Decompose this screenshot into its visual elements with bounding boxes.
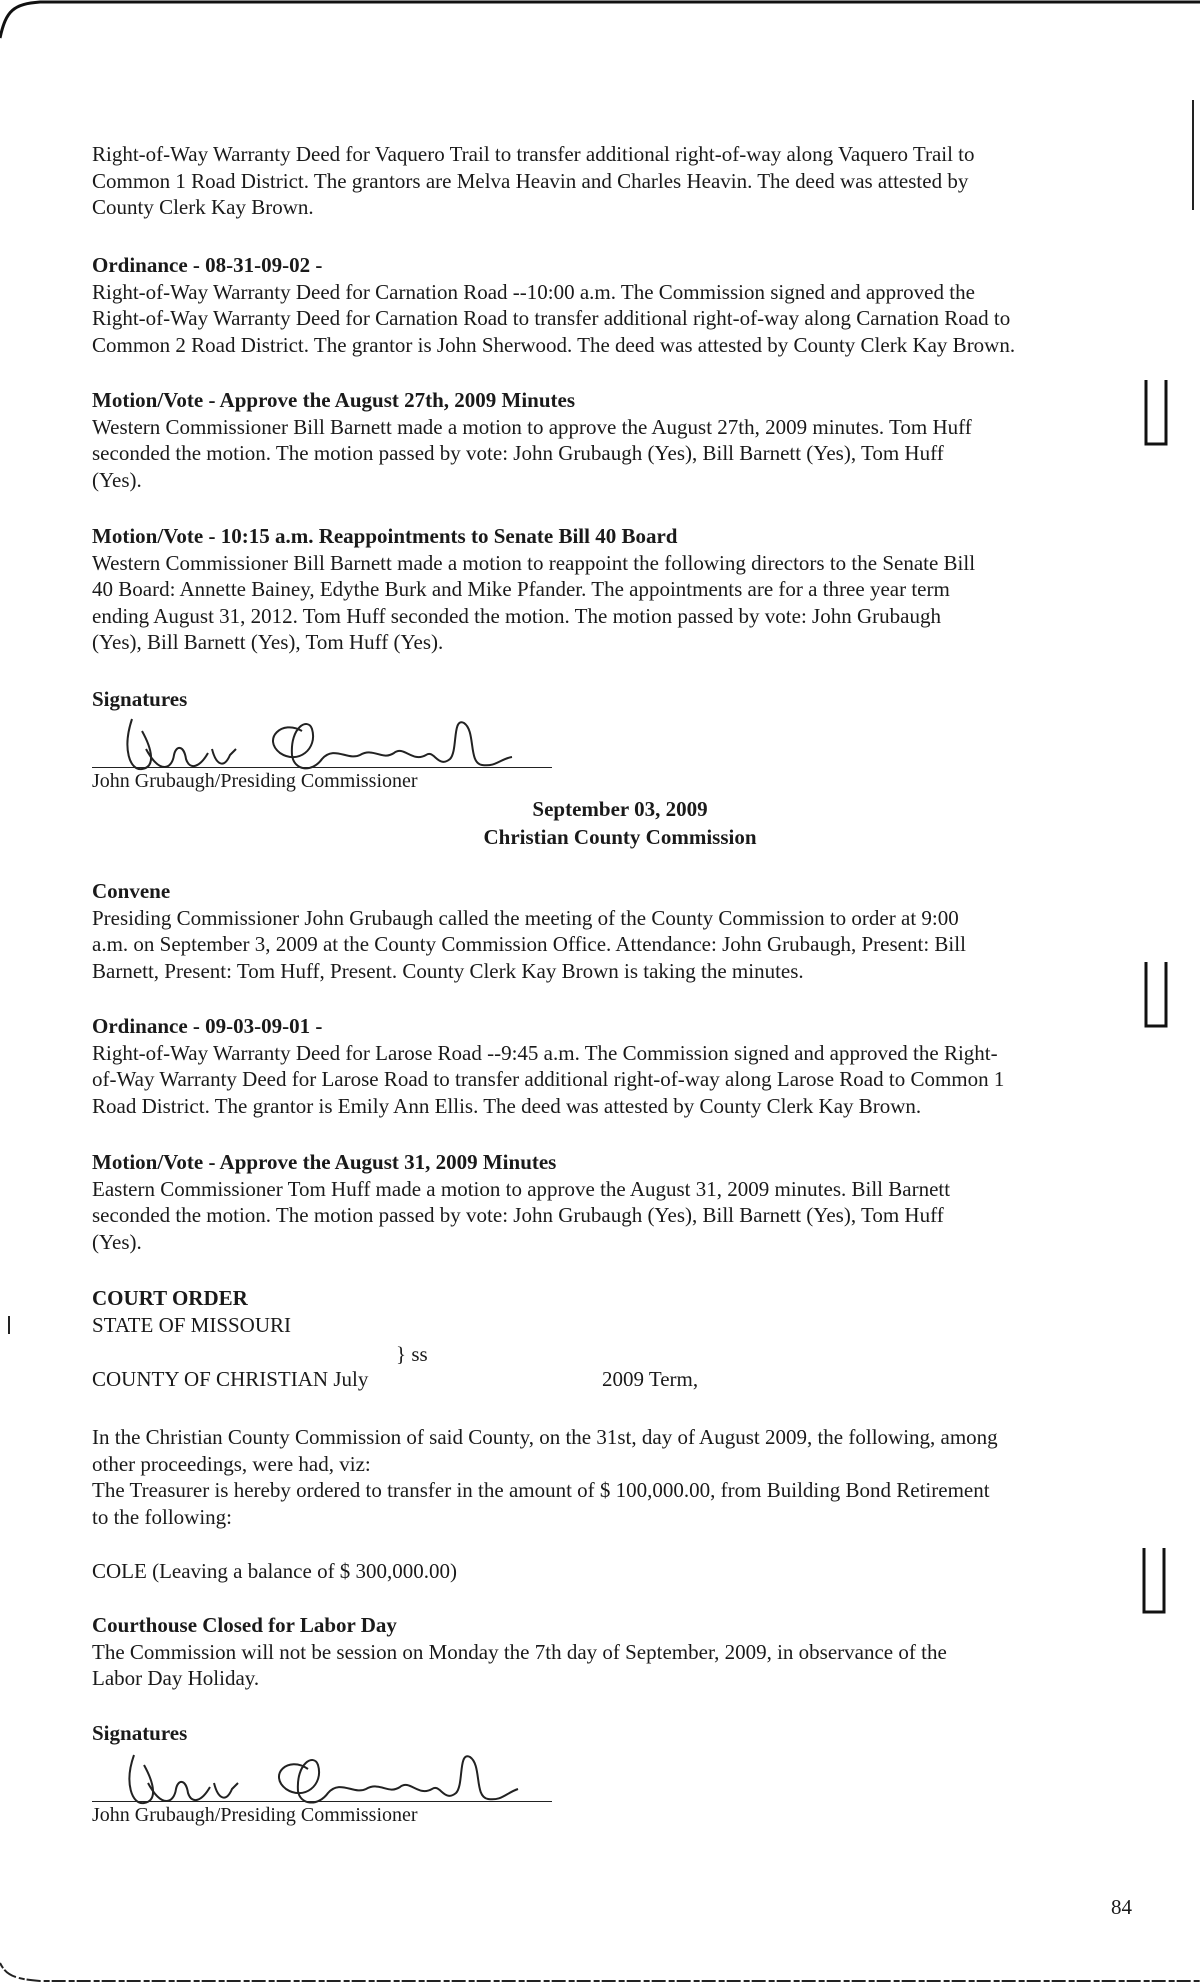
scan-corner-top-left bbox=[0, 0, 1200, 40]
paragraph-line: In the Christian County Commission of said County, on the 31st, day of August 2009, the following, among bbox=[92, 1425, 998, 1449]
paragraph-line: a.m. on September 3, 2009 at the County Commission Office. Attendance: John Grubaugh, Present: Bill bbox=[92, 932, 966, 956]
paragraph-line: Labor Day Holiday. bbox=[92, 1666, 260, 1690]
ordinance-08-31-09-02-section bbox=[92, 252, 1132, 358]
signatures-label: Signatures bbox=[92, 687, 188, 711]
paragraph-line: Right-of-Way Warranty Deed for Larose Road --9:45 a.m. The Commission signed and approved the Right- bbox=[92, 1040, 998, 1065]
paragraph-line: to the following: bbox=[92, 1504, 232, 1529]
meeting-body: Christian County Commission bbox=[483, 825, 757, 849]
paragraph-line: other proceedings, were had, viz: bbox=[92, 1451, 371, 1476]
paragraph-line: Common 2 Road District. The grantor is John Sherwood. The deed was attested by County Clerk Kay Brown. bbox=[92, 332, 1016, 357]
paragraph-line: (Yes). bbox=[92, 467, 142, 492]
court-order-body bbox=[92, 1424, 1132, 1530]
section-heading: Ordinance - 08-31-09-02 - bbox=[92, 253, 323, 277]
paragraph-line: seconded the motion. The motion passed by vote: John Grubaugh (Yes), Bill Barnett (Yes), Tom Huff bbox=[92, 1203, 944, 1227]
paragraph-line: Barnett, Present: Tom Huff, Present. County Clerk Kay Brown is taking the minutes. bbox=[92, 958, 804, 983]
convene-section bbox=[92, 878, 1132, 984]
motion-senate-bill-40-section bbox=[92, 523, 1132, 656]
paragraph-line: Western Commissioner Bill Barnett made a motion to approve the August 27th, 2009 minutes. Tom Huff bbox=[92, 414, 972, 439]
margin-bracket-mark bbox=[1140, 1546, 1170, 1616]
scan-edge-left bbox=[8, 1316, 10, 1334]
paragraph-line: of-Way Warranty Deed for Larose Road to transfer additional right-of-way along Larose Road to Common 1 bbox=[92, 1067, 1005, 1091]
vaquero-trail-paragraph bbox=[92, 141, 1132, 221]
paragraph-line: seconded the motion. The motion passed by vote: John Grubaugh (Yes), Bill Barnett (Yes), Tom Huff bbox=[92, 441, 944, 465]
cole-balance-line bbox=[92, 1558, 1132, 1585]
motion-aug31-section bbox=[92, 1149, 1132, 1255]
county-line: COUNTY OF CHRISTIAN July bbox=[92, 1367, 369, 1391]
scan-edge-right bbox=[1192, 100, 1194, 210]
paragraph-line: The Commission will not be session on Monday the 7th day of September, 2009, in observance of the bbox=[92, 1639, 947, 1664]
motion-aug27-section bbox=[92, 387, 1132, 493]
signature-block bbox=[92, 687, 562, 807]
paragraph-line: COLE (Leaving a balance of $ 300,000.00) bbox=[92, 1559, 458, 1583]
labor-day-section bbox=[92, 1612, 1132, 1692]
section-heading: Convene bbox=[92, 879, 171, 903]
section-heading: COURT ORDER bbox=[92, 1286, 248, 1310]
meeting-date: September 03, 2009 bbox=[532, 797, 708, 821]
paragraph-line: (Yes). bbox=[92, 1229, 142, 1254]
paragraph-line: Road District. The grantor is Emily Ann Ellis. The deed was attested by County Clerk Kay Brown. bbox=[92, 1093, 922, 1118]
paragraph-line: The Treasurer is hereby ordered to transfer in the amount of $ 100,000.00, from Building Bond Retirement bbox=[92, 1478, 990, 1502]
page-number: 84 bbox=[1111, 1895, 1132, 1919]
paragraph-line: Western Commissioner Bill Barnett made a motion to reappoint the following directors to the Senate Bill bbox=[92, 550, 976, 575]
signatory-name: John Grubaugh/Presiding Commissioner bbox=[92, 770, 418, 792]
margin-bracket-mark bbox=[1142, 378, 1172, 448]
paragraph-line: County Clerk Kay Brown. bbox=[92, 195, 314, 219]
term-line: 2009 Term, bbox=[602, 1367, 699, 1391]
paragraph-line: Right-of-Way Warranty Deed for Carnation Road to transfer additional right-of-way along Carnation Road to bbox=[92, 306, 1011, 330]
paragraph-line: ending August 31, 2012. Tom Huff seconded the motion. The motion passed by vote: John Grubaugh bbox=[92, 603, 941, 628]
paragraph-line: (Yes), Bill Barnett (Yes), Tom Huff (Yes). bbox=[92, 630, 444, 654]
margin-bracket-mark bbox=[1142, 960, 1172, 1030]
paragraph-line: Eastern Commissioner Tom Huff made a motion to approve the August 31, 2009 minutes. Bill Barnett bbox=[92, 1176, 951, 1201]
paragraph-line: Common 1 Road District. The grantors are Melva Heavin and Charles Heavin. The deed was attested by bbox=[92, 168, 969, 193]
paragraph-line: Presiding Commissioner John Grubaugh called the meeting of the County Commission to order at 9:00 bbox=[92, 905, 959, 930]
court-order-header bbox=[92, 1285, 1132, 1338]
signature-line bbox=[92, 1801, 552, 1802]
paragraph-line: Right-of-Way Warranty Deed for Carnation Road --10:00 a.m. The Commission signed and approved the bbox=[92, 279, 975, 304]
signature-line bbox=[92, 767, 552, 768]
paragraph-line: Right-of-Way Warranty Deed for Vaquero Trail to transfer additional right-of-way along Vaquero Trail to bbox=[92, 142, 975, 166]
section-heading: Ordinance - 09-03-09-01 - bbox=[92, 1014, 323, 1038]
signatures-label: Signatures bbox=[92, 1721, 188, 1745]
section-heading: Motion/Vote - Approve the August 31, 2009 Minutes bbox=[92, 1150, 557, 1174]
ordinance-09-03-09-01-section bbox=[92, 1013, 1132, 1119]
signatory-name: John Grubaugh/Presiding Commissioner bbox=[92, 1804, 418, 1826]
section-heading: Courthouse Closed for Labor Day bbox=[92, 1613, 397, 1637]
paragraph-line: 40 Board: Annette Bainey, Edythe Burk and Mike Pfander. The appointments are for a three year term bbox=[92, 577, 950, 601]
signature-block bbox=[92, 1721, 562, 1841]
state-line: STATE OF MISSOURI bbox=[92, 1312, 292, 1337]
ss-bracket-text: } ss bbox=[396, 1342, 428, 1366]
scan-edge-bottom bbox=[0, 1955, 1200, 1988]
section-heading: Motion/Vote - 10:15 a.m. Reappointments to Senate Bill 40 Board bbox=[92, 524, 678, 548]
section-heading: Motion/Vote - Approve the August 27th, 2009 Minutes bbox=[92, 388, 576, 412]
